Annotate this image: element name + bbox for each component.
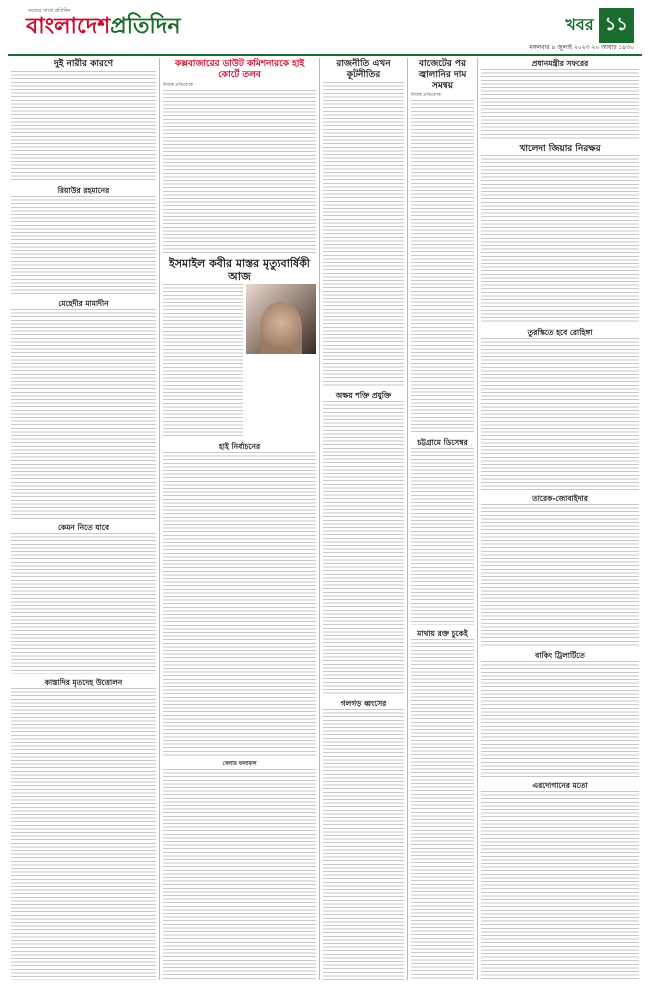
article-text bbox=[411, 448, 474, 625]
article-text bbox=[481, 338, 639, 490]
page-number: ১১ bbox=[599, 8, 634, 43]
article-text bbox=[411, 100, 474, 433]
headline: দুই নারীর কারণে bbox=[53, 59, 114, 69]
column-5 bbox=[478, 58, 642, 980]
article bbox=[481, 327, 639, 490]
section-label: খবর bbox=[565, 14, 594, 34]
article bbox=[11, 522, 156, 674]
headline: বাজেটের পর জ্বালানির দাম সমন্বয় bbox=[418, 59, 467, 91]
article-text bbox=[163, 452, 316, 758]
article bbox=[163, 256, 316, 439]
dateline: মঙ্গলবার ৪ জুলাই ২০২৩ ২০ আষাঢ় ১৪৩০ bbox=[529, 44, 634, 51]
column-4 bbox=[408, 58, 478, 980]
article-text bbox=[11, 196, 156, 295]
article bbox=[481, 650, 639, 777]
article-text bbox=[163, 90, 316, 253]
article bbox=[411, 628, 474, 980]
article bbox=[163, 441, 316, 758]
article bbox=[323, 58, 404, 387]
headline: চট্টগ্রামে ডিসেম্বর bbox=[417, 437, 468, 447]
article-text bbox=[163, 284, 243, 438]
headline: এরদোগানের মতো bbox=[532, 781, 588, 791]
article bbox=[481, 493, 639, 647]
byline: নিজস্ব প্রতিবেদক bbox=[163, 82, 194, 88]
column-2 bbox=[160, 58, 320, 980]
article-text bbox=[11, 71, 156, 182]
column-3 bbox=[320, 58, 408, 980]
tagline: সত্যের সাথে প্রতিদিন bbox=[28, 8, 71, 14]
article bbox=[11, 298, 156, 519]
logo-part2: প্রতিদিন bbox=[110, 14, 181, 39]
portrait-photo bbox=[246, 284, 316, 354]
article-text bbox=[481, 155, 639, 324]
headline: রাজনীতি এখন কূটনীতির bbox=[336, 59, 391, 80]
column-1 bbox=[8, 58, 160, 980]
page-number-box bbox=[565, 10, 634, 40]
article-text bbox=[11, 688, 156, 980]
article-text bbox=[481, 504, 639, 647]
headline: তারেক-জোবাইদার bbox=[532, 494, 588, 504]
article bbox=[11, 185, 156, 295]
article-text bbox=[411, 639, 474, 980]
headline: রিয়াউর রহমানের bbox=[57, 186, 110, 196]
newspaper-logo bbox=[26, 16, 181, 38]
article bbox=[323, 698, 404, 980]
headline: কেমন নিতে যাবে bbox=[57, 523, 110, 532]
masthead bbox=[8, 4, 642, 56]
headline: বাকিং ট্রিলার্টিতে bbox=[535, 651, 585, 661]
article-text bbox=[11, 533, 156, 674]
article-text bbox=[323, 82, 404, 387]
headline: কাস্তাদির মৃতদেহ উত্তোলন bbox=[44, 677, 123, 687]
article-text bbox=[163, 769, 316, 980]
article bbox=[481, 780, 639, 980]
headline: কক্সবাজারের ডাউট কমিশনারকে হাই কোর্টে তলব bbox=[174, 59, 305, 80]
subheading: খেলার ফলাফল bbox=[222, 760, 257, 767]
article-text bbox=[481, 791, 639, 980]
article bbox=[163, 58, 316, 253]
headline: মাথায় রক্ত চুকেই bbox=[417, 628, 468, 638]
headline: মেহেদীর মামাদীন bbox=[58, 299, 109, 309]
article-text bbox=[323, 709, 404, 980]
headline: ইসমাইল কবীর মাস্তর মৃত্যুবার্ষিকী আজ bbox=[169, 256, 310, 283]
byline: নিজস্ব প্রতিবেদক bbox=[411, 93, 442, 99]
article-text bbox=[481, 661, 639, 777]
article bbox=[11, 677, 156, 980]
headline: অক্ষয় শক্তি প্রযুক্তি bbox=[335, 390, 392, 400]
headline: গলগড় ধ্বংসের bbox=[340, 699, 387, 709]
headline: প্রধানমন্ত্রীর সফরের bbox=[531, 59, 589, 68]
article bbox=[11, 58, 156, 182]
article-text bbox=[481, 69, 639, 140]
logo-part1: বাংলাদেশ bbox=[26, 14, 111, 39]
article-text bbox=[11, 309, 156, 519]
headline: খালেদা জিয়ার নিরক্ষর bbox=[519, 143, 601, 154]
article bbox=[163, 761, 316, 980]
article bbox=[481, 58, 639, 140]
article bbox=[411, 437, 474, 625]
columns bbox=[8, 58, 642, 980]
headline: তুরস্কিতে হবে রোহিঙ্গা bbox=[527, 328, 593, 338]
article bbox=[323, 390, 404, 695]
headline: হাই নির্বাচনের bbox=[218, 442, 261, 452]
article-text bbox=[323, 401, 404, 695]
article bbox=[411, 58, 474, 434]
article bbox=[481, 143, 639, 324]
